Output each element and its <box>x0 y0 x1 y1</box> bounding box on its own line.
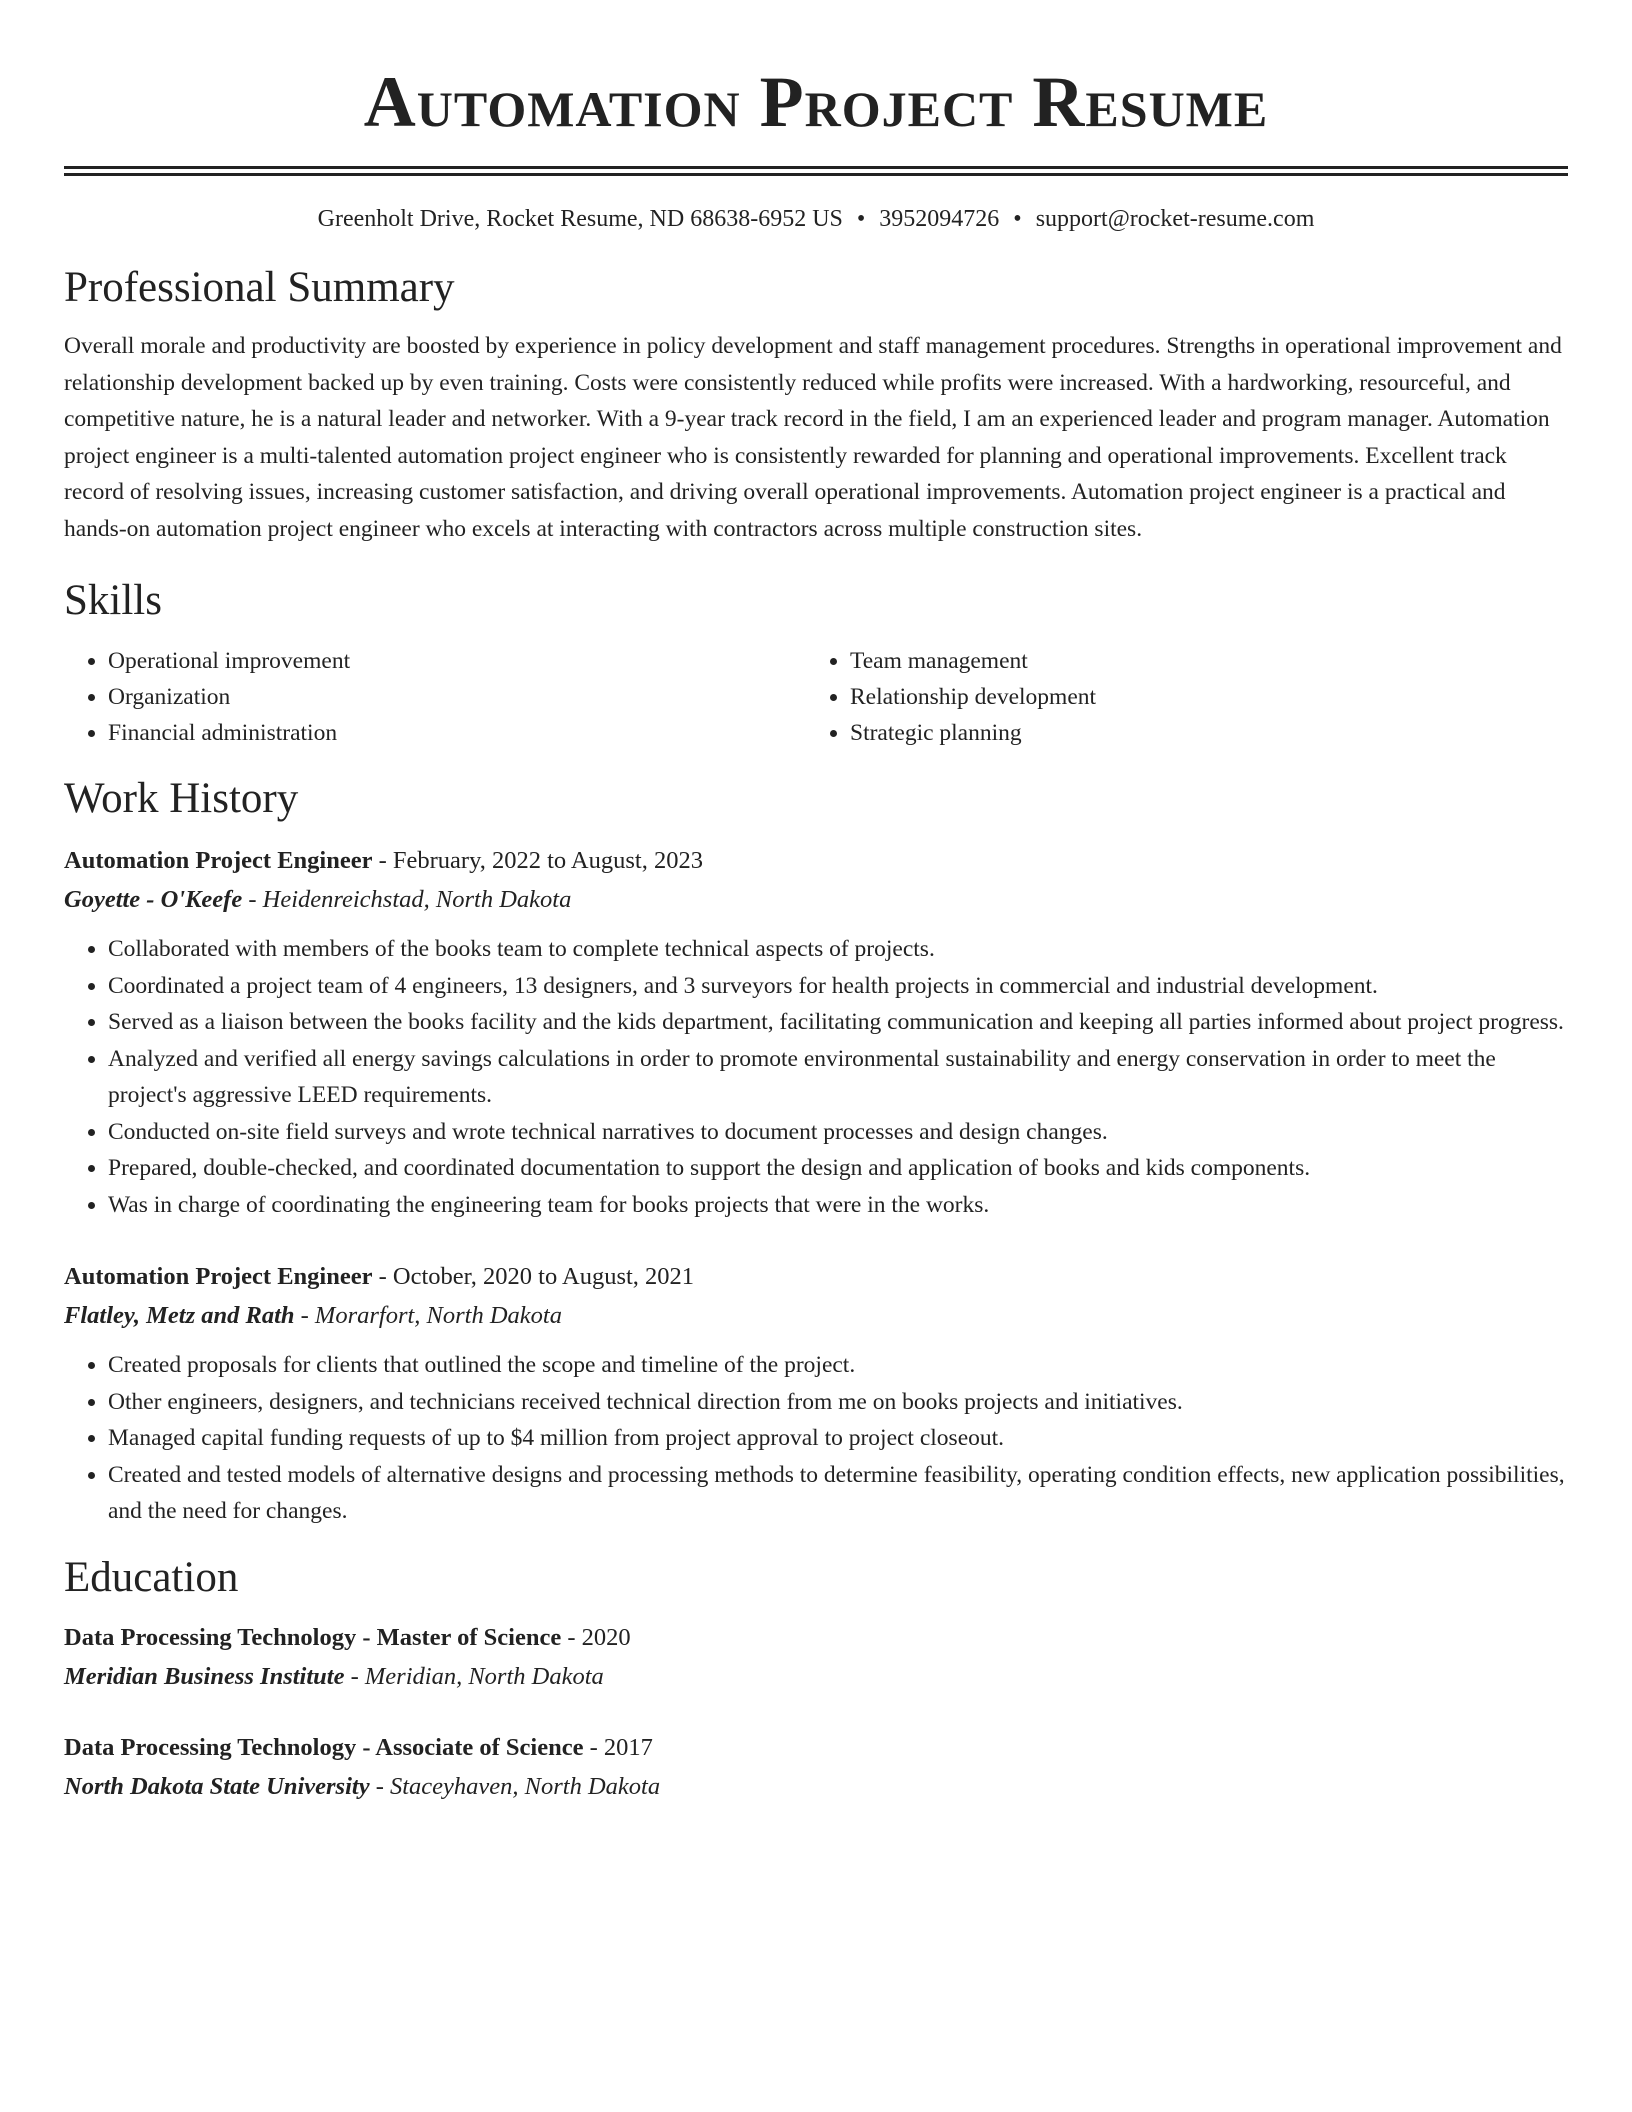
job-bullet: • Was in charge of coordinating the engineering team for books projects that were in the works. <box>108 1187 1568 1224</box>
job-bullet: • Prepared, double-checked, and coordinated documentation to support the design and application of books and kids components. <box>108 1150 1568 1187</box>
contact-separator: • <box>1013 206 1022 232</box>
job-bullet: • Coordinated a project team of 4 engineers, 13 designers, and 3 surveyors for health projects in commercial and industrial development. <box>108 968 1568 1005</box>
job-bullet: • Served as a liaison between the books facility and the kids department, facilitating communication and keeping all parties informed about project progress. <box>108 1004 1568 1041</box>
summary-text: Overall morale and productivity are boosted by experience in policy development and staff management procedures. Strengths in operational improvement and relationship development backed up by even training. Costs were consistently reduced while profits were increased. With a hardworking, resourceful, and competitive nature, he is a natural leader and networker. With a 9-year track record in the field, I am an experienced leader and program manager. Automation project engineer is a multi-talented automation project engineer who is consistently rewarded for planning and operational improvements. Excellent track record of resolving issues, increasing customer satisfaction, and driving overall operational improvements. Automation project engineer is a practical and hands-on automation project engineer who excels at interacting with contractors across multiple construction sites. <box>64 333 1562 542</box>
education-location: - Staceyhaven, North Dakota <box>369 1772 661 1800</box>
education-degree-line <box>64 1618 1568 1658</box>
contact-separator: • <box>856 206 866 232</box>
education-degree-line <box>64 1728 1568 1768</box>
skill-item: • Financial administration <box>108 715 806 751</box>
education-year: - 2020 <box>561 1623 631 1651</box>
job-location: - Morarfort, North Dakota <box>294 1302 562 1329</box>
education-entry <box>64 1618 1568 1696</box>
job-title-line <box>64 841 1568 881</box>
job-company: Goyette - O'Keefe <box>64 886 243 913</box>
job-dates: - October, 2020 to August, 2021 <box>372 1263 695 1290</box>
job-location: - Heidenreichstad, North Dakota <box>242 886 572 913</box>
education-school-line <box>64 1658 1568 1696</box>
education-school: Meridian Business Institute <box>64 1662 345 1690</box>
resume-title: Automation Project Resume <box>363 62 1269 142</box>
section-heading-summary: Professional Summary <box>64 264 455 311</box>
education-entry <box>64 1728 1568 1806</box>
job-bullet: • Collaborated with members of the books team to complete technical aspects of projects. <box>108 931 1568 968</box>
job-bullet: • Created proposals for clients that outlined the scope and timeline of the project. <box>108 1347 1568 1384</box>
job-company-line <box>64 881 1568 919</box>
education-location: - Meridian, North Dakota <box>344 1662 604 1690</box>
title-double-rule <box>64 166 1568 176</box>
skills-list-right <box>806 643 1548 751</box>
skill-item: • Relationship development <box>850 679 1548 715</box>
job-bullet: • Managed capital funding requests of up to $4 million from project approval to project closeout. <box>108 1420 1568 1457</box>
skill-item: • Organization <box>108 679 806 715</box>
job-bullet: • Created and tested models of alternative designs and processing methods to determine feasibility, operating condition effects, new application possibilities, and the need for changes. <box>108 1457 1568 1530</box>
education-degree: Data Processing Technology - Associate of Science <box>64 1733 584 1761</box>
skill-item: • Team management <box>850 643 1548 679</box>
contact-email[interactable]: support@rocket-resume.com <box>1035 206 1315 232</box>
job-company: Flatley, Metz and Rath <box>64 1302 295 1329</box>
section-heading-skills: Skills <box>64 577 162 624</box>
skills-list-left <box>64 643 806 751</box>
job-bullet: • Analyzed and verified all energy savings calculations in order to promote environmental sustainability and energy conservation in order to meet the project's aggressive LEED requirements. <box>108 1041 1568 1114</box>
education-year: - 2017 <box>583 1733 653 1761</box>
job-bullet: • Other engineers, designers, and technicians received technical direction from me on books projects and initiatives. <box>108 1384 1568 1421</box>
section-heading-education: Education <box>64 1553 239 1601</box>
skills-columns <box>64 643 1568 751</box>
education-degree: Data Processing Technology - Master of Science <box>64 1623 562 1651</box>
contact-phone: 3952094726 <box>879 206 1000 232</box>
job-title: Automation Project Engineer <box>64 847 373 874</box>
job-title-line <box>64 1257 1568 1297</box>
contact-address: Greenholt Drive, Rocket Resume, ND 68638-6952 US <box>317 206 843 232</box>
job-bullet: • Conducted on-site field surveys and wrote technical narratives to document processes and design changes. <box>108 1114 1568 1151</box>
contact-line <box>64 204 1568 234</box>
section-heading-work: Work History <box>64 775 299 822</box>
job-company-line <box>64 1297 1568 1335</box>
job-entry <box>64 841 1568 1223</box>
skill-item: • Operational improvement <box>108 643 806 679</box>
job-dates: - February, 2022 to August, 2023 <box>372 847 703 874</box>
job-bullets <box>64 931 1568 1223</box>
job-entry <box>64 1257 1568 1530</box>
job-bullets <box>64 1347 1568 1530</box>
job-title: Automation Project Engineer <box>64 1263 373 1290</box>
skill-item: • Strategic planning <box>850 715 1548 751</box>
education-school-line <box>64 1768 1568 1806</box>
education-school: North Dakota State University <box>64 1772 370 1800</box>
